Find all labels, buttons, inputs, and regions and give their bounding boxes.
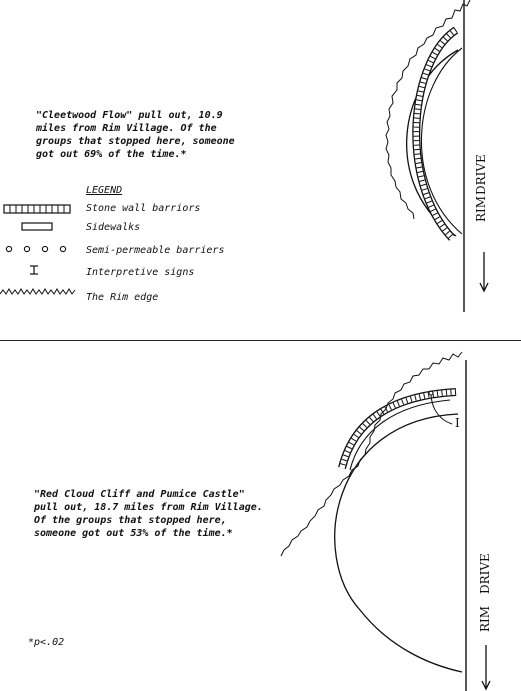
bottom-interpretive-sign — [429, 391, 452, 424]
semi-permeable-symbol — [6, 246, 65, 251]
bottom-sidewalk-curve — [350, 400, 450, 470]
interpretive-sign-symbol — [30, 266, 38, 274]
legend-label-sidewalk: Sidewalks — [86, 222, 141, 233]
top-road-label-drive: DRIVE — [474, 154, 488, 195]
bottom-sign-label: I — [455, 416, 460, 430]
top-pullout-outer-curve — [421, 48, 462, 234]
legend-label-interpretive-sign: Interpretive signs — [86, 267, 195, 278]
stone-wall-symbol — [4, 205, 70, 213]
panel-divider — [0, 340, 521, 341]
bottom-direction-arrow — [482, 645, 490, 689]
legend-title: LEGEND — [86, 185, 123, 196]
top-road-label-rim: RIM — [474, 195, 488, 222]
bottom-road-label-drive: DRIVE — [478, 553, 492, 594]
top-pullout-inner-curve — [407, 50, 458, 236]
rim-edge-symbol — [0, 289, 75, 294]
top-rim-edge — [386, 0, 470, 219]
legend-label-stone-wall: Stone wall barriors — [86, 203, 201, 214]
legend-label-rim-edge: The Rim edge — [86, 292, 159, 303]
bottom-stone-wall — [342, 392, 456, 468]
top-direction-arrow — [480, 252, 488, 291]
bottom-pullout-curve — [335, 414, 462, 672]
bottom-road-label-rim: RIM — [478, 605, 492, 632]
sidewalk-symbol — [22, 223, 52, 230]
top-stone-wall — [416, 30, 456, 238]
legend-label-semi-permeable: Semi-permeable barriers — [86, 245, 225, 256]
footnote: *p<.02 — [28, 637, 65, 648]
top-caption: "Cleetwood Flow" pull out, 10.9 miles from Rim Village. Of the groups that stopped here, someone got out 69% of the time.* — [36, 110, 235, 160]
bottom-caption: "Red Cloud Cliff and Pumice Castle" pull out, 18.7 miles from Rim Village. Of the groups that stopped here, someone got out 53% of the time.* — [34, 489, 263, 539]
bottom-rim-edge — [281, 352, 462, 556]
